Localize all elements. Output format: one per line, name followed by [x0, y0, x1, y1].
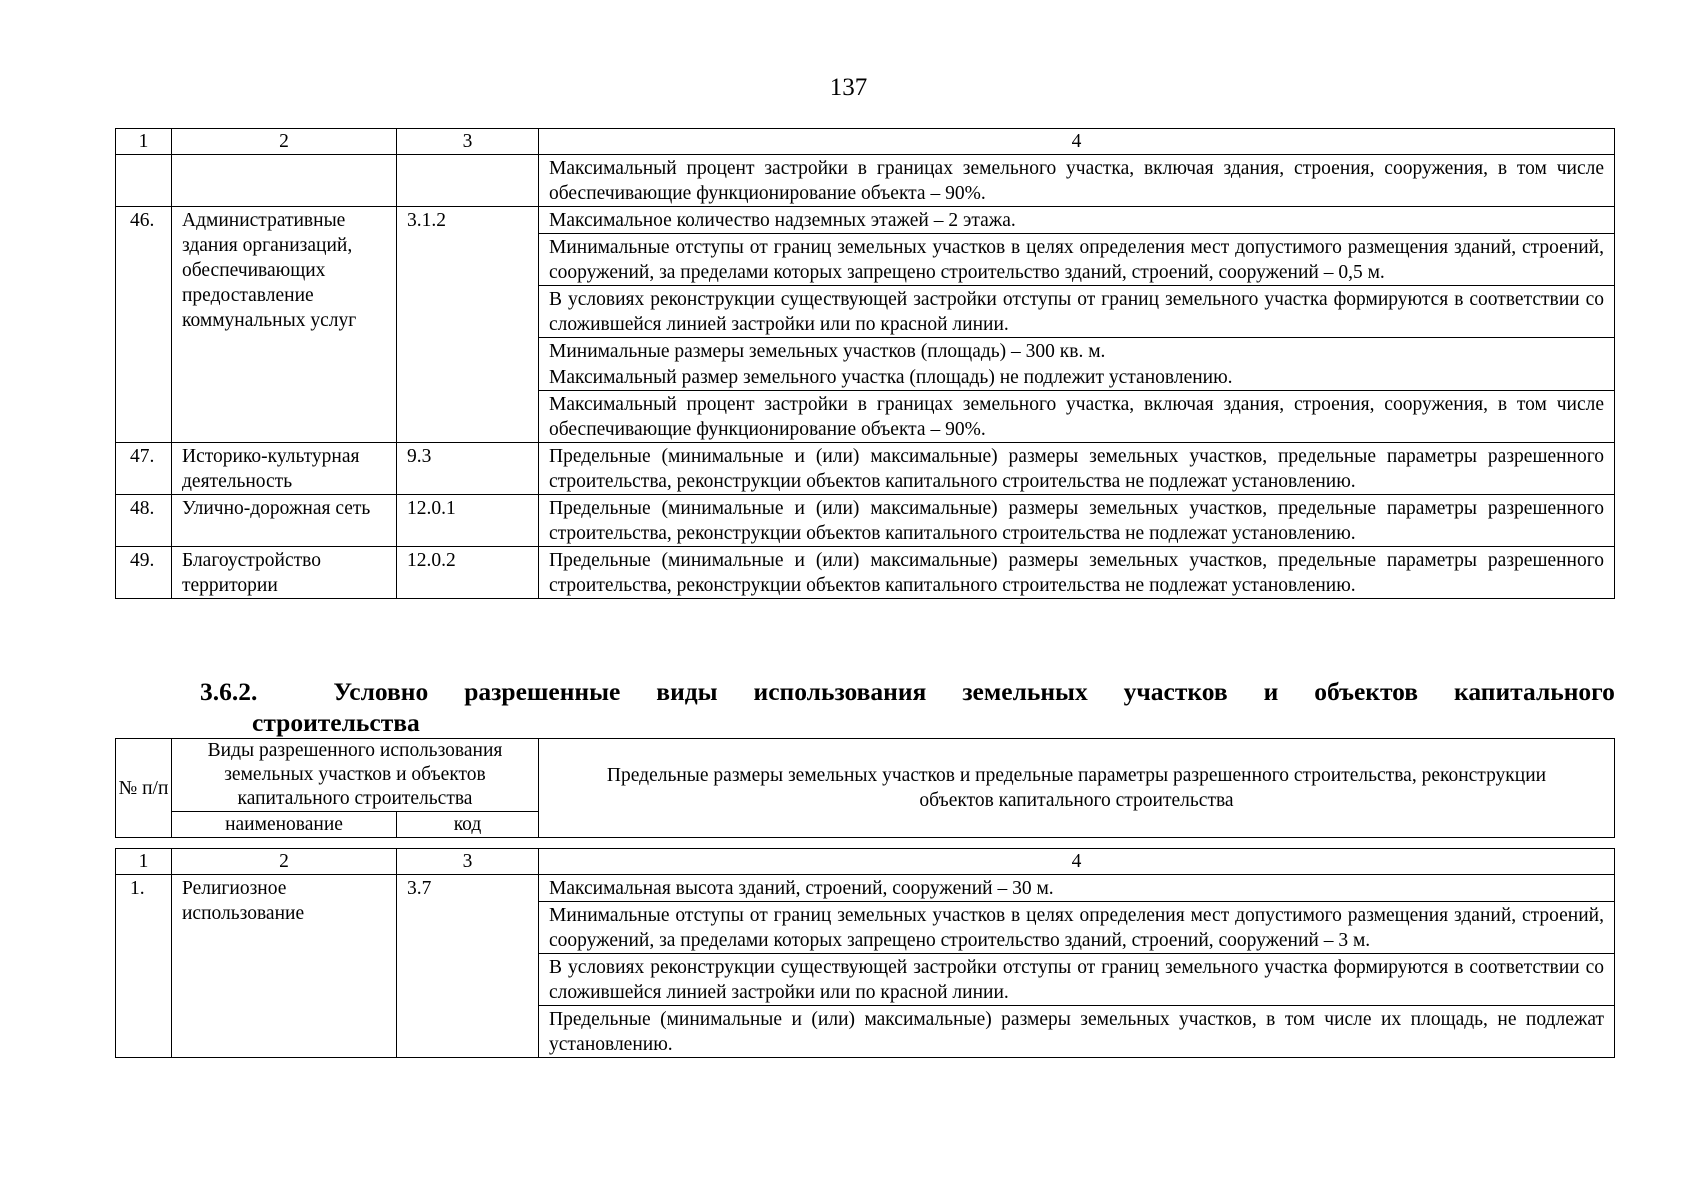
column-number-row: [116, 129, 1615, 155]
param-cell: Предельные (минимальные и (или) максимальные) размеры земельных участков, предельные параметры разрешенного строительства, реконструкции объектов капитального строительства не подлежат установлению.: [539, 443, 1615, 495]
param-cell: Минимальные отступы от границ земельных участков в целях определения мест допустимого размещения зданий, строений, сооружений, за пределами которых запрещено строительство зданий, строений, сооружений – 0,5 м.: [539, 234, 1615, 286]
section-title-word: объектов: [1314, 677, 1419, 706]
param-cell: Максимальный процент застройки в границах земельного участка, включая здания, строения, сооружения, в том числе обеспечивающие функционирование объекта – 90%.: [539, 391, 1615, 443]
col-number-2: 2: [172, 849, 397, 875]
param-cell: Предельные (минимальные и (или) максимальные) размеры земельных участков, предельные параметры разрешенного строительства, реконструкции объектов капитального строительства не подлежат установлению.: [539, 495, 1615, 547]
row-number: 49.: [116, 547, 172, 599]
section-title-word: Условно: [333, 677, 429, 706]
param-cell: Предельные (минимальные и (или) максимальные) размеры земельных участков, в том числе их площадь, не подлежат установлению.: [539, 1006, 1615, 1058]
section-heading: [200, 676, 1615, 738]
table-row: [116, 443, 1615, 495]
param-cell: Максимальный размер земельного участка (площадь) не подлежит установлению.: [539, 364, 1615, 391]
param-cell: Максимальная высота зданий, строений, сооружений – 30 м.: [539, 875, 1615, 902]
section-title-word: разрешенные: [464, 677, 621, 706]
section-title-word: капитального: [1454, 677, 1615, 706]
col-number-2: 2: [172, 129, 397, 155]
use-code: 3.1.2: [397, 207, 539, 443]
header-code: код: [397, 812, 539, 838]
conditional-uses-header-table: [115, 738, 1615, 838]
param-cell: В условиях реконструкции существующей застройки отступы от границ земельного участка формируются в соответствии со сложившейся линией застройки или по красной линии.: [539, 954, 1615, 1006]
section-title-word: и: [1263, 677, 1279, 706]
header-use-types: Виды разрешенного использования земельных участков и объектов капитального строительства: [172, 739, 539, 812]
column-number-row: [116, 849, 1615, 875]
col-number-4: 4: [539, 849, 1615, 875]
table-row: [116, 875, 1615, 902]
section-title-word: земельных: [962, 677, 1088, 706]
col-number-1: 1: [116, 129, 172, 155]
section-number: 3.6.2.: [200, 677, 258, 706]
conditional-uses-table: [115, 848, 1615, 1058]
header-parameters: Предельные размеры земельных участков и предельные параметры разрешенного строительства, реконструкции объектов капитального строительства: [539, 739, 1615, 838]
row-number: 47.: [116, 443, 172, 495]
row-number: 48.: [116, 495, 172, 547]
use-name: Улично-дорожная сеть: [172, 495, 397, 547]
use-code: 12.0.1: [397, 495, 539, 547]
use-name: Религиозное использование: [172, 875, 397, 1058]
use-code: 12.0.2: [397, 547, 539, 599]
row-number: 1.: [116, 875, 172, 1058]
page-number: 137: [829, 74, 868, 101]
section-title-word: виды: [656, 677, 718, 706]
use-name: Историко-культурная деятельность: [172, 443, 397, 495]
param-cell: Максимальный процент застройки в границах земельного участка, включая здания, строения, сооружения, в том числе обеспечивающие функционирование объекта – 90%.: [539, 155, 1615, 207]
use-code: 9.3: [397, 443, 539, 495]
col-number-3: 3: [397, 129, 539, 155]
table-row: [116, 207, 1615, 234]
row-number: 46.: [116, 207, 172, 443]
param-cell: Максимальное количество надземных этажей – 2 этажа.: [539, 207, 1615, 234]
section-title-word: участков: [1123, 677, 1228, 706]
param-cell: В условиях реконструкции существующей застройки отступы от границ земельного участка формируются в соответствии со сложившейся линией застройки или по красной линии.: [539, 286, 1615, 338]
permitted-uses-table-continuation: [115, 128, 1615, 599]
section-title-word: использования: [753, 677, 927, 706]
header-name: наименование: [172, 812, 397, 838]
col-number-4: 4: [539, 129, 1615, 155]
param-cell: Минимальные размеры земельных участков (площадь) – 300 кв. м.: [539, 338, 1615, 365]
col-number-1: 1: [116, 849, 172, 875]
section-heading-line1: [200, 676, 1615, 707]
use-code: 3.7: [397, 875, 539, 1058]
use-name: Благоустройство территории: [172, 547, 397, 599]
table-row: [116, 547, 1615, 599]
table-row: [116, 155, 1615, 207]
col-number-3: 3: [397, 849, 539, 875]
param-cell: Минимальные отступы от границ земельных участков в целях определения мест допустимого размещения зданий, строений, сооружений, за пределами которых запрещено строительство зданий, строений, сооружений – 3 м.: [539, 902, 1615, 954]
use-name: Административные здания организаций, обеспечивающих предоставление коммунальных услуг: [172, 207, 397, 443]
param-cell: Предельные (минимальные и (или) максимальные) размеры земельных участков, предельные параметры разрешенного строительства, реконструкции объектов капитального строительства не подлежат установлению.: [539, 547, 1615, 599]
header-row-number: № п/п: [116, 739, 172, 838]
table-row: [116, 495, 1615, 547]
section-heading-line2: строительства: [252, 708, 420, 737]
